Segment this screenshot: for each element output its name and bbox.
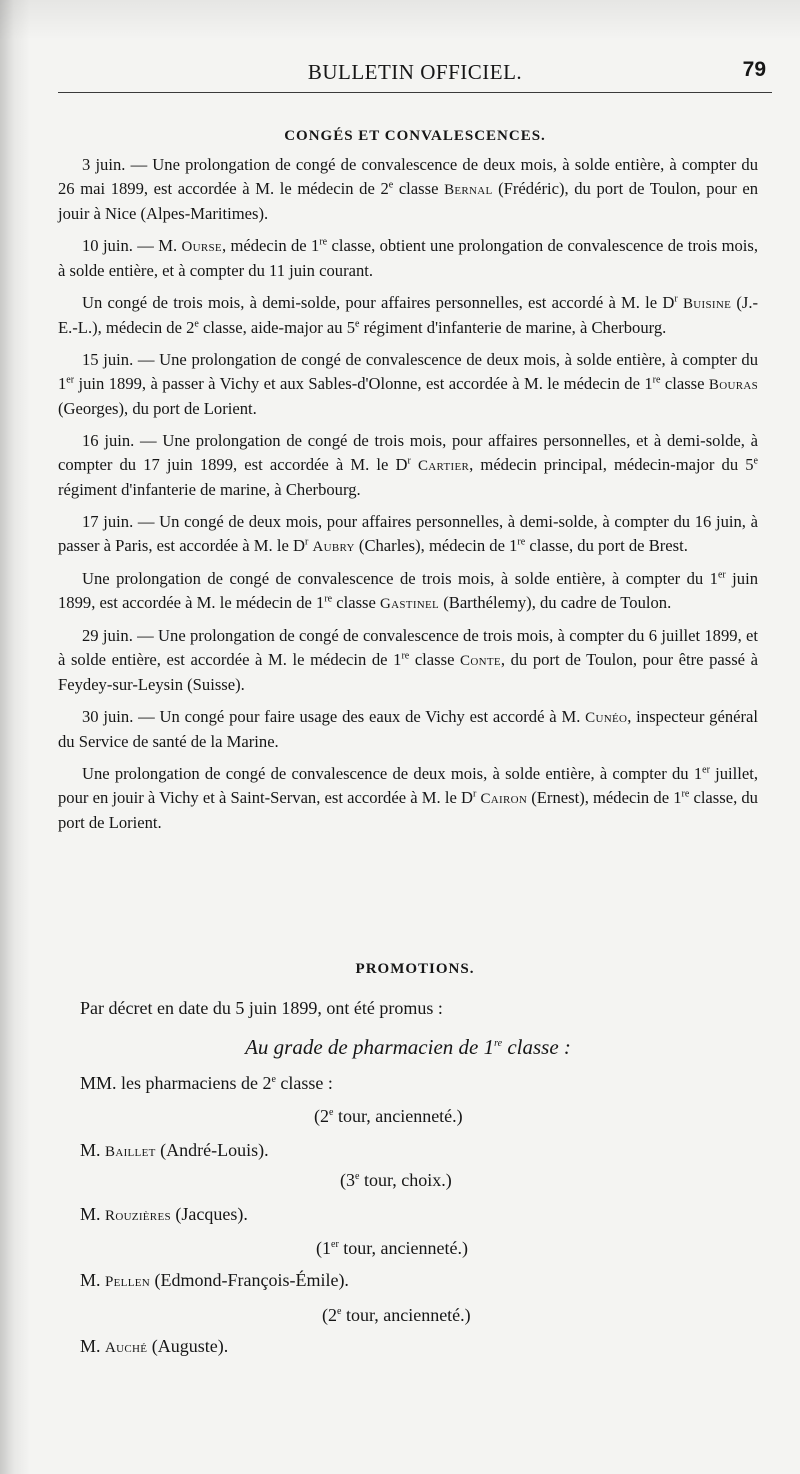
text: juin 1899, à passer à Vichy et aux Sables-d'Olonne, est accordée à M. le médecin de 1 [74,374,653,393]
paragraph-cairon [58,762,758,835]
text: 3 juin. — Une prolongation de congé de convalescence de deux mois, à solde entière, à compter du 26 mai 1899, est accordée à M. le médecin de 2 [58,155,758,198]
sup: e [329,1107,334,1118]
text: MM. les pharmaciens de 2 [80,1073,272,1093]
text: classe, obtient une prolongation de convalescence de trois mois, à solde entière, et à compter du 11 juin courant. [58,236,758,280]
text: classe [332,593,381,612]
text: M. [80,1270,106,1290]
person-name: Cairon [480,791,528,807]
decree-line: Par décret en date du 5 juin 1899, ont été promus : [80,998,443,1018]
text: classe, aide-major au 5 [198,318,356,337]
text: (2 [314,1106,329,1126]
sup: re [652,374,661,386]
person-name: Buisine [682,296,732,312]
text: , médecin de 1 [221,236,320,255]
text: 15 juin. — Une prolongation de congé de convalescence de deux mois, à solde entière, à compter du 1 [58,350,758,393]
person-line-1 [80,1140,269,1161]
sup: re [401,650,410,662]
mm-line [80,1073,333,1094]
sup: r [472,788,477,800]
text: juillet, pour en jouir à Vichy et à Saint-Servan, est accordée à M. le D [58,764,758,807]
person-name: Baillet [105,1144,156,1160]
person-name: Bouras [708,377,759,393]
text: classe : [502,1035,571,1059]
paragraph-16-juin [58,429,758,502]
section-title-conges: CONGÉS ET CONVALESCENCES. [284,128,546,144]
paragraph-17-juin [58,510,758,559]
text: régiment d'infanterie de marine, à Cherbourg. [58,480,361,499]
text: (2 [322,1305,337,1325]
text: 17 juin. — Un congé de deux mois, pour affaires personnelles, à demi-solde, à compter du 16 juin, à passer à Paris, est accordée à M. le D [58,512,758,555]
text: Un congé de trois mois, à demi-solde, pour affaires personnelles, est accordé à M. le D [82,293,675,312]
text: tour, ancienneté.) [338,1238,468,1258]
grade-heading [58,1035,758,1060]
page-number: 79 [742,58,766,81]
text: Au grade de pharmacien de 1 [245,1035,495,1059]
text: , médecin principal, médecin-major du 5 [469,455,754,474]
paragraph-10-juin [58,234,758,283]
sup: r [674,293,678,305]
paragraph-15-juin [58,348,758,421]
text: (Ernest), médecin de 1 [527,788,682,807]
sup: e [388,179,394,191]
text: M. [80,1336,106,1356]
person-name: Cunéo [585,710,628,726]
person-name: Ourse [181,239,222,255]
text: (J.-E.-L.), médecin de 2 [58,293,758,337]
text: (André-Louis). [155,1140,269,1160]
text: (Frédéric), du port de Toulon, pour en jouir à Nice (Alpes-Maritimes). [58,179,758,223]
text: classe : [275,1073,333,1093]
text: Une prolongation de congé de convalescence de deux mois, à solde entière, à compter du 1 [82,764,703,783]
sup: er [702,764,710,776]
sup: re [319,236,328,248]
text: régiment d'infanterie de marine, à Cherbourg. [359,318,667,337]
conges-body [58,153,758,843]
person-name: Pellen [105,1274,150,1290]
sup: e [355,1171,360,1182]
sup: re [324,593,333,605]
text: Une prolongation de congé de convalescence de trois mois, à solde entière, à compter du 1 [82,569,718,588]
paragraph-buisine [58,291,758,340]
text: (Auguste). [147,1336,229,1356]
text: classe [660,374,709,393]
sup: r [304,536,309,548]
sup: e [271,1074,276,1085]
running-title: BULLETIN OFFICIEL. [307,60,523,84]
page-header [58,58,772,93]
text: (Edmond-François-Émile). [149,1270,349,1290]
paragraph-30-juin [58,705,758,754]
text: tour, choix.) [359,1170,452,1190]
person-name: Gastinel [380,596,440,612]
sup: er [331,1239,339,1250]
sup: r [407,455,411,467]
paragraph-3-juin [58,153,758,226]
sup: e [194,318,199,330]
text: 30 juin. — Un congé pour faire usage des eaux de Vichy est accordé à M. [82,707,586,726]
tour-line-4 [322,1305,471,1326]
sup: re [517,536,526,548]
tour-line-2 [340,1170,452,1191]
sup: e [753,455,758,467]
text: 10 juin. — M. [82,236,182,255]
text: M. [80,1140,106,1160]
text: M. [80,1204,106,1224]
person-name: Auché [105,1340,148,1356]
text: classe, du port de Lorient. [58,788,758,832]
person-line-4 [80,1336,228,1357]
sup: e [337,1306,342,1317]
person-name: Cartier [417,458,470,474]
text: classe [393,179,445,198]
text: (Georges), du port de Lorient. [58,399,257,418]
sup: e [355,318,360,330]
person-line-3 [80,1270,349,1291]
person-name: Conte [460,653,501,669]
sup: er [66,374,75,386]
text: (Charles), médecin de 1 [354,536,518,555]
tour-line-3 [316,1238,468,1259]
person-name: Rouzières [105,1208,171,1224]
person-name: Aubry [312,539,355,555]
text: (Barthélemy), du cadre de Toulon. [439,593,672,612]
text: juin 1899, est accordée à M. le médecin de 1 [58,569,758,612]
sup: re [681,788,690,800]
person-name: Bernal [444,182,493,198]
text: (3 [340,1170,355,1190]
text: , inspecteur général du Service de santé de la Marine. [58,707,758,751]
text [411,455,418,474]
text: 29 juin. — Une prolongation de congé de convalescence de trois mois, à compter du 6 juillet 1899, et à solde entière, est accordée à M. le médecin de 1 [58,626,758,669]
paragraph-gastinel [58,567,758,616]
text: classe, du port de Brest. [525,536,688,555]
sup: er [717,569,726,581]
text: (Jacques). [170,1204,248,1224]
tour-line-1 [314,1106,463,1127]
text: (1 [316,1238,331,1258]
text: classe [409,650,461,669]
sup: re [494,1038,503,1049]
person-line-2 [80,1204,248,1225]
text: 16 juin. — Une prolongation de congé de trois mois, pour affaires personnelles, et à demi-solde, à compter du 17 juin 1899, est accordée à M. le D [58,431,758,474]
text: tour, ancienneté.) [341,1305,471,1325]
section-title-promotions: PROMOTIONS. [355,961,475,977]
text: tour, ancienneté.) [333,1106,463,1126]
text: , du port de Toulon, pour être passé à Feydey-sur-Leysin (Suisse). [58,650,759,694]
paragraph-29-juin [58,624,758,697]
